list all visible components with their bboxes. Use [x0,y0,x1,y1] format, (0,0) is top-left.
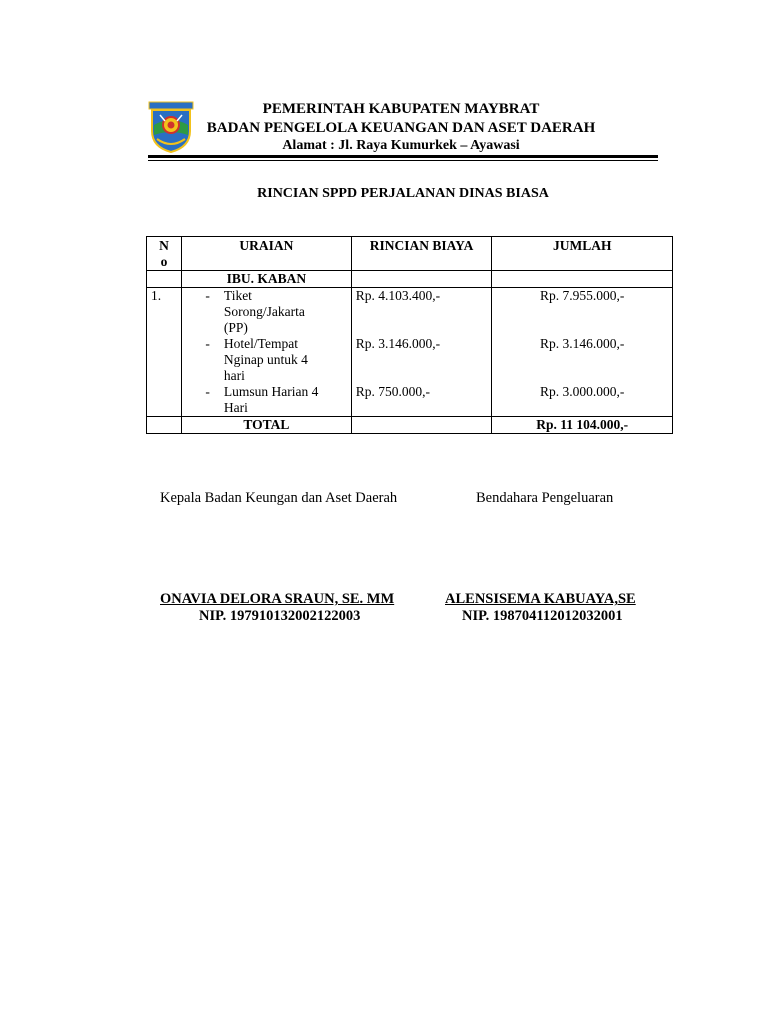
uraian-cell [181,288,351,417]
jumlah-value: Rp. 3.000.000,- [540,384,625,399]
total-label: TOTAL [181,417,351,434]
total-row [147,417,673,434]
header-no [147,237,182,271]
row-number: 1. [147,288,182,417]
regency-emblem-icon [148,101,194,153]
jumlah-cell [492,288,673,417]
total-value: Rp. 11 104.000,- [492,417,673,434]
signatory-right-title: Bendahara Pengeluaran [476,490,614,506]
group-row [147,271,673,288]
list-item: - Tiket Sorong/Jakarta (PP) [205,288,305,335]
signatory-right-name: ALENSISEMA KABUAYA,SE [445,591,636,607]
jumlah-value: Rp. 7.955.000,- [540,288,625,303]
cost-breakdown-table [146,236,673,434]
header-no-line1: N [159,238,169,253]
signatory-right-nip: NIP. 198704112012032001 [462,608,623,624]
header-uraian: URAIAN [181,237,351,271]
rincian-value: Rp. 750.000,- [355,384,430,399]
rincian-value: Rp. 3.146.000,- [355,336,441,351]
regency-logo [148,101,194,153]
signatory-left-name: ONAVIA DELORA SRAUN, SE. MM [160,591,395,607]
rincian-value: Rp. 4.103.400,- [355,288,441,303]
signatory-left-nip: NIP. 197910132002122003 [199,608,361,624]
header-government: PEMERINTAH KABUPATEN MAYBRAT [262,101,540,117]
document-title: RINCIAN SPPD PERJALANAN DINAS BIASA [257,186,549,201]
jumlah-value: Rp. 3.146.000,- [540,336,625,351]
table-header-row [147,237,673,271]
list-item: - Hotel/Tempat Nginap untuk 4 hari [205,336,308,383]
header-address: Alamat : Jl. Raya Kumurkek – Ayawasi [282,138,520,153]
header-no-line2: o [160,254,168,269]
header-rule-thin [148,160,658,161]
list-item: - Lumsun Harian 4 Hari [205,384,319,415]
group-label: IBU. KABAN [181,271,351,288]
signatory-left-title: Kepala Badan Keungan dan Aset Daerah [160,490,398,506]
rincian-cell [351,288,492,417]
header-agency: BADAN PENGELOLA KEUANGAN DAN ASET DAERAH [206,120,596,136]
header-rule-thick [148,155,658,158]
header-rincian: RINCIAN BIAYA [351,237,492,271]
header-jumlah: JUMLAH [492,237,673,271]
table-row [147,288,673,417]
